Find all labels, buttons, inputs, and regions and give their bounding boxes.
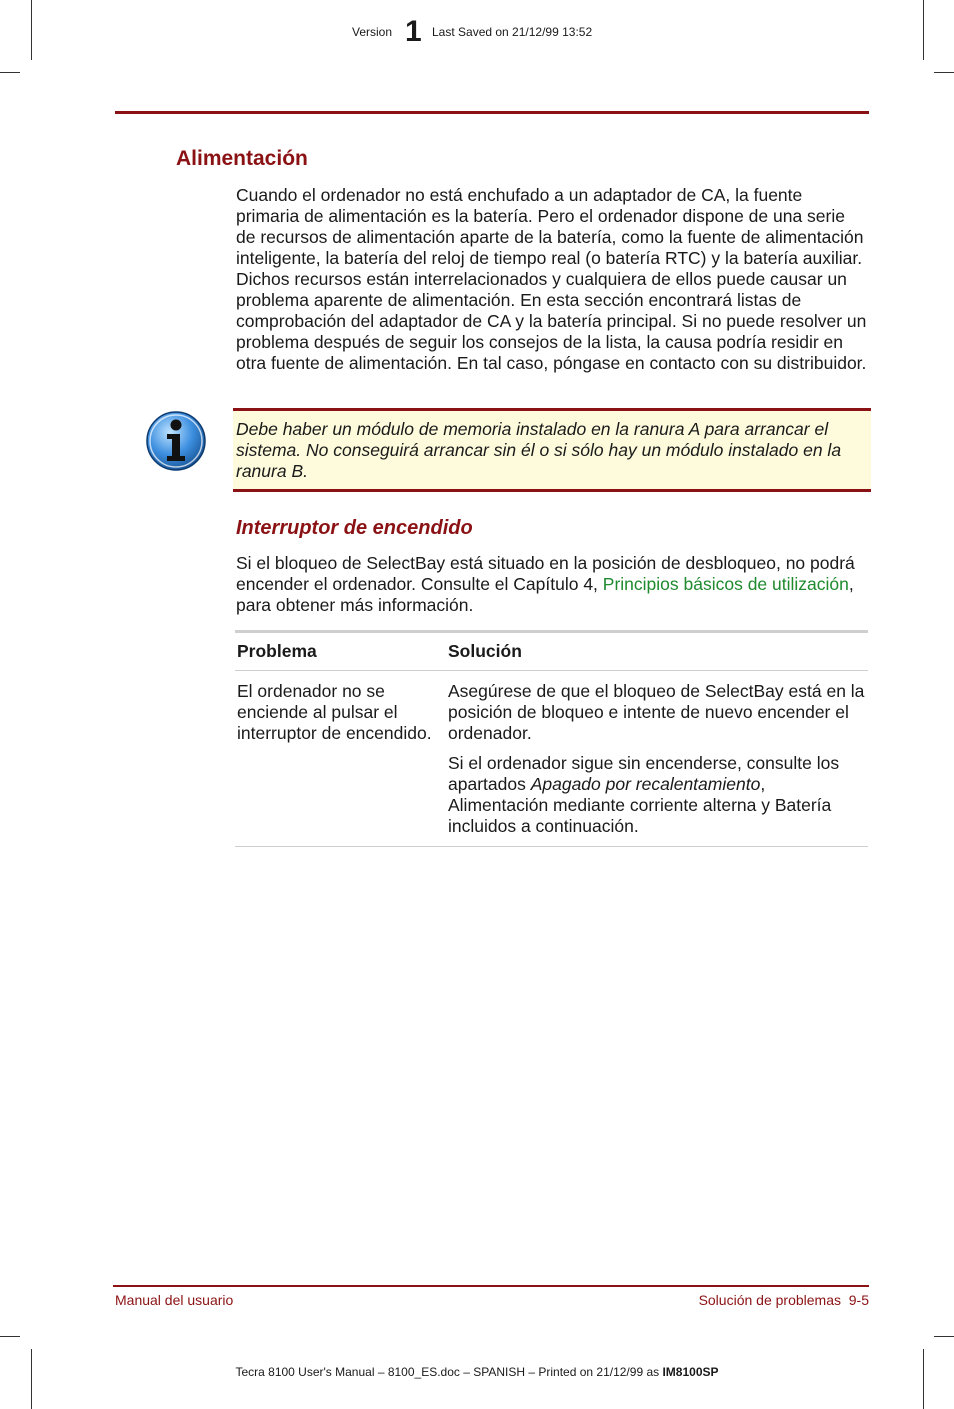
footer-right: Solución de problemas 9-5 [698,1292,869,1308]
solution-2-before: Si el ordenador sigue sin encenderse, consulte los apartados [448,753,840,794]
table-cell-solution-2 [448,753,868,837]
crop-mark [923,1349,924,1409]
section-title: Alimentación [176,147,308,170]
note-box [233,408,871,492]
footer-rule [113,1285,869,1287]
table-bottom-rule [235,846,868,847]
crop-mark [0,72,20,73]
section-intro: Cuando el ordenador no está enchufado a un adaptador de CA, la fuente primaria de alimentación es la batería. Pero el ordenador dispone de una serie de recursos de alimentación aparte de la batería, como la fuente de alimentación inteligente, la batería del reloj de tiempo real (o batería RTC) y la batería auxiliar. Dichos recursos están interrelacionados y cualquiera de ellos puede causar un problema aparente de alimentación. En esta sección encontrará listas de comprobación del adaptador de CA y la batería principal. Si no puede resolver un problema después de seguir los consejos de la lista, la causa podría residir en otra fuente de alimentación. En tal caso, póngase en contacto con su distribuidor. [236,185,867,373]
subsection-title: Interruptor de encendido [236,517,473,539]
subsection-text [236,553,868,616]
table-header-solution: Solución [448,641,522,661]
print-line-text: Tecra 8100 User's Manual – 8100_ES.doc – SPANISH – Printed on 21/12/99 as [235,1365,663,1379]
footer-left: Manual del usuario [115,1292,234,1308]
table-cell-problem: El ordenador no se enciende al pulsar el interruptor de encendido. [237,681,432,743]
last-saved: Last Saved on 21/12/99 13:52 [432,25,593,39]
version-number: 1 [405,15,422,48]
table-header-problem: Problema [237,641,317,661]
version-label: Version [352,25,393,39]
solution-2-after: , Alimentación mediante corriente alterna y Batería incluidos a continuación. [448,774,832,836]
note-text: Debe haber un módulo de memoria instalado en la ranura A para arrancar el sistema. No conseguirá arrancar sin él o si sólo hay un módulo instalado en la ranura B. [236,419,842,481]
crop-mark [0,1336,20,1337]
print-line [0,1365,954,1379]
info-icon [145,410,207,472]
table-cell-solution-1: Asegúrese de que el bloqueo de SelectBay está en la posición de bloqueo e intente de nuevo encender el ordenador. [448,681,865,743]
solution-2-italic: Apagado por recalentamiento [530,774,761,794]
print-code: IM8100SP [662,1365,719,1379]
subsection-text-after: , para obtener más información. [236,574,854,615]
table-top-rule [235,630,868,633]
top-rule [115,111,869,114]
crop-mark [31,1349,32,1409]
crop-mark [934,1336,954,1337]
page-header [0,15,954,48]
crop-mark [934,72,954,73]
subsection-text-before: Si el bloqueo de SelectBay está situado en la posición de desbloqueo, no podrá encender el ordenador. Consulte el Capítulo 4, [236,553,855,594]
table-header-rule [235,670,868,671]
chapter-link[interactable]: Principios básicos de utilización [602,574,849,594]
